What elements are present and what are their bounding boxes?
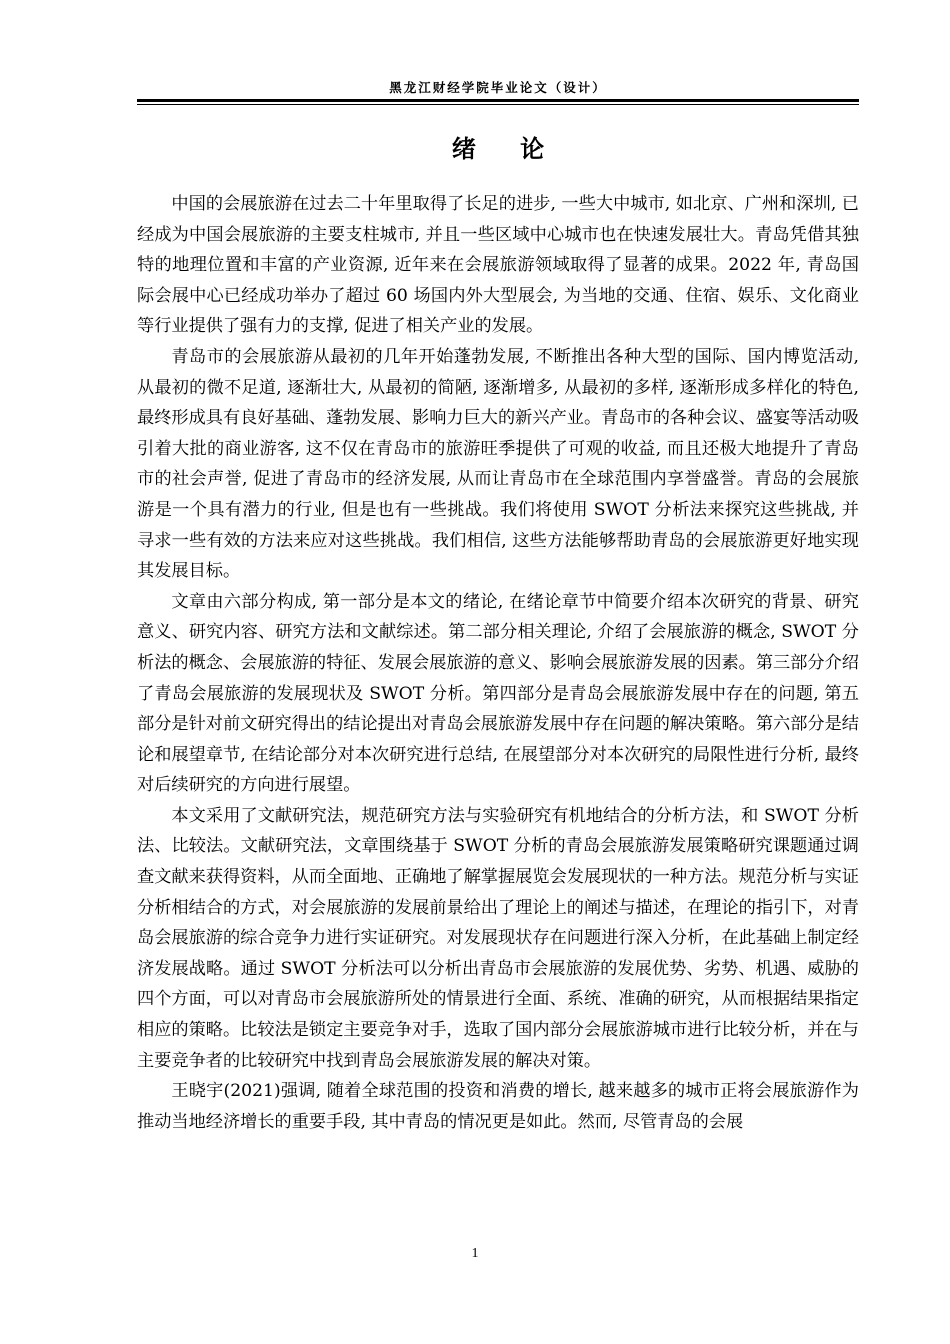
section-title: 绪 论	[451, 135, 545, 163]
paragraph-3: 文章由六部分构成, 第一部分是本文的绪论, 在绪论章节中简要介绍本次研究的背景、研究意义、研究内容、研究方法和文献综述。第二部分相关理论, 介绍了会展旅游的概念, SWOT 分析法的概念、会展旅游的特征、发展会展旅游的意义、影响会展旅游发展的因素。第三部分介绍了青岛会展旅游的发展现状及 SWOT 分析。第四部分是青岛会展旅游发展中存在的问题, 第五部分是针对前文研究得出的结论提出对青岛会展旅游发展中存在问题的解决策略。第六部分是结论和展望章节, 在结论部分对本次研究进行总结, 在展望部分对本次研究的局限性进行分析, 最终对后续研究的方向进行展望。	[137, 591, 859, 796]
header-rule-thin	[137, 104, 859, 105]
running-header: 黑龙江财经学院毕业论文（设计）	[389, 80, 607, 95]
page-number: 1	[471, 1246, 479, 1261]
paragraph-1: 中国的会展旅游在过去二十年里取得了长足的进步, 一些大中城市, 如北京、广州和深圳, 已经成为中国会展旅游的主要支柱城市, 并且一些区域中心城市也在快速发展壮大。青岛凭借其独特的地理位置和丰富的产业资源, 近年来在会展旅游领域取得了显著的成果。2022 年, 青岛国际会展中心已经成功举办了超过 60 场国内外大型展会, 为当地的交通、住宿、娱乐、文化商业等行业提供了强有力的支撑, 促进了相关产业的发展。	[137, 194, 859, 337]
paragraph-2: 青岛市的会展旅游从最初的几年开始蓬勃发展, 不断推出各种大型的国际、国内博览活动, 从最初的微不足道, 逐渐壮大, 从最初的简陋, 逐渐增多, 从最初的多样, 逐渐形成多样化的特色, 最终形成具有良好基础、蓬勃发展、影响力巨大的新兴产业。青岛市的各种会议、盛宴等活动吸引着大批的商业游客, 这不仅在青岛市的旅游旺季提供了可观的收益, 而且还极大地提升了青岛市的社会声誉, 促进了青岛市的经济发展, 从而让青岛市在全球范围内享誉盛誉。青岛的会展旅游是一个具有潜力的行业, 但是也有一些挑战。我们将使用 SWOT 分析法来探究这些挑战, 并寻求一些有效的方法来应对这些挑战。我们相信, 这些方法能够帮助青岛的会展旅游更好地实现其发展目标。	[137, 346, 859, 582]
paragraph-4: 本文采用了文献研究法，规范研究方法与实验研究有机地结合的分析方法，和 SWOT 分析法、比较法。文献研究法，文章围绕基于 SWOT 分析的青岛会展旅游发展策略研究课题通过调查文献来获得资料，从而全面地、正确地了解掌握展览会发展现状的一种方法。规范分析与实证分析相结合的方式，对会展旅游的发展前景给出了理论上的阐述与描述，在理论的指引下，对青岛会展旅游的综合竞争力进行实证研究。对发展现状存在问题进行深入分析，在此基础上制定经济发展战略。通过 SWOT 分析法可以分析出青岛市会展旅游的发展优势、劣势、机遇、威胁的四个方面，可以对青岛市会展旅游所处的情景进行全面、系统、准确的研究，从而根据结果指定相应的策略。比较法是锁定主要竞争对手，选取了国内部分会展旅游城市进行比较分析，并在与主要竞争者的比较研究中找到青岛会展旅游发展的解决对策。	[137, 805, 859, 1071]
header-rule-thick	[137, 99, 859, 102]
body-text	[137, 189, 859, 1137]
paragraph-5: 王晓宇(2021)强调, 随着全球范围的投资和消费的增长, 越来越多的城市正将会展旅游作为推动当地经济增长的重要手段, 其中青岛的情况更是如此。然而, 尽管青岛的会展	[137, 1081, 859, 1132]
